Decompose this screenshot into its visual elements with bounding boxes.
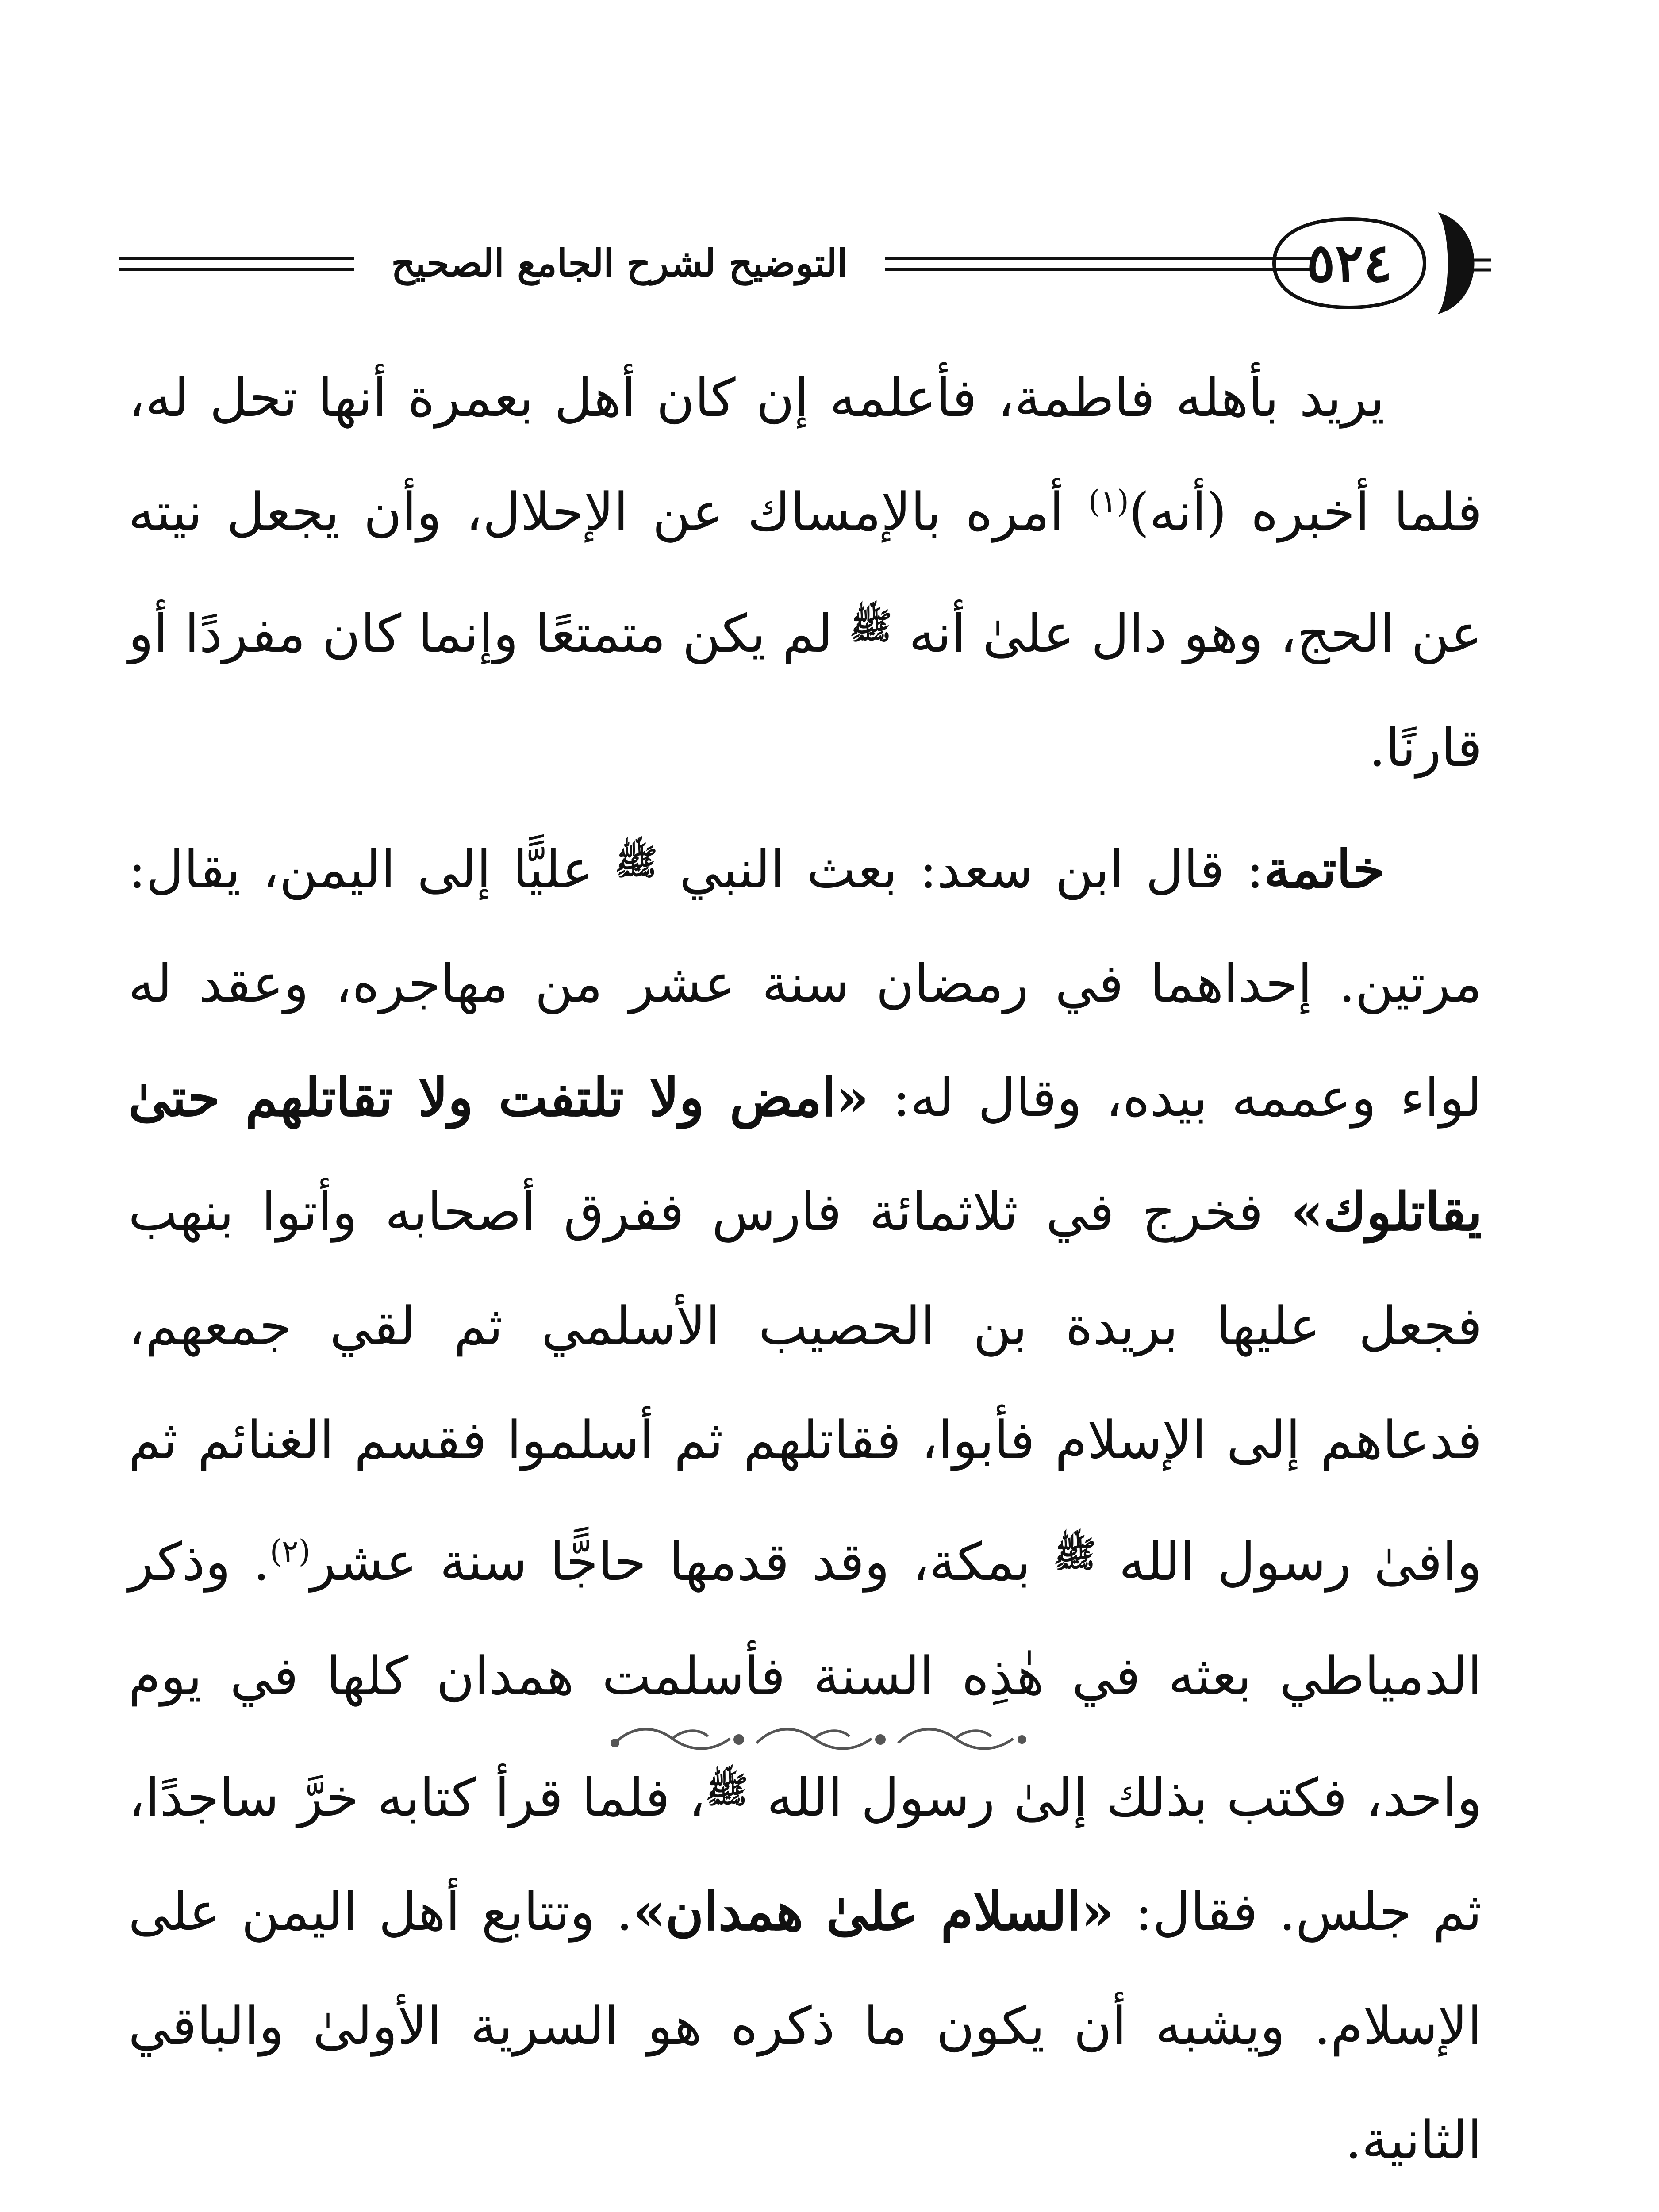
salutation-glyph: ﷺ	[705, 1769, 749, 1811]
hadith-quote: «امض ولا تلتفت ولا تقاتلهم حتىٰ يقاتلوك»	[128, 1067, 1482, 1242]
text-run: . وذكر الدمياطي بعثه في هٰذِه السنة فأسلمت همدان كلها في يوم واحد، فكتب بذلك إلىٰ رسول الله	[128, 1531, 1482, 1828]
text-run: فخرج في ثلاثمائة فارس ففرق أصحابه وأتوا بنهب فجعل عليها بريدة بن الحصيب الأسلمي ثم لقي جمعهم، فدعاهم إلى الإسلام فأبوا، فقاتلهم ثم أسلموا فقسم الغنائم ثم وافىٰ رسول الله	[128, 1181, 1482, 1592]
text-run: أمره بالإمساك عن الإحلال، وأن يجعل نيته عن الحج، وهو دال علىٰ أنه	[128, 481, 1482, 664]
text-run: يريد بأهله فاطمة، فأعلمه إن كان أهل بعمرة أنها تحل له، فلما أخبره (أنه)	[128, 367, 1482, 542]
salutation-glyph: ﷺ	[849, 605, 892, 647]
text-run: لم يكن متمتعًا وإنما كان مفردًا أو قارنًا.	[128, 603, 1482, 778]
salutation-glyph: ﷺ	[614, 841, 658, 883]
page-header	[119, 208, 1491, 319]
running-title: التوضيح لشرح الجامع الصحيح	[354, 226, 885, 301]
text-run: بمكة، وقد قدمها حاجًّا سنة عشر	[310, 1531, 1054, 1592]
page-number: ٥٢٤	[1306, 232, 1392, 294]
text-run: : قال ابن سعد: بعث النبي	[657, 839, 1264, 900]
ornament-divider-icon	[606, 1712, 1031, 1765]
salutation-glyph: ﷺ	[1053, 1533, 1096, 1575]
body-text	[128, 341, 1482, 2197]
text-run: . وتتابع أهل اليمن على الإسلام. ويشبه أن يكون ما ذكره هو السرية الأولىٰ والباقي الثانية.	[128, 1881, 1482, 2170]
footnote-ref-1: (١)	[1088, 483, 1129, 520]
hadith-quote: «السلام علىٰ همدان»	[633, 1881, 1114, 1942]
page-number-badge	[1243, 208, 1491, 319]
footnote-ref-2: (٢)	[269, 1533, 311, 1570]
text-run: عليًّا إلى اليمن، يقال: مرتين. إحداهما في رمضان سنة عشر من مهاجره، وعقد له لواء وعممه بيده، وقال له:	[128, 839, 1482, 1128]
text-run: ، فلما قرأ كتابه خرَّ ساجدًا، ثم جلس. فقال:	[128, 1767, 1482, 1942]
conclusion-label: خاتمة	[1263, 838, 1385, 900]
paragraph-1	[128, 341, 1482, 805]
paragraph-2	[128, 805, 1482, 2197]
